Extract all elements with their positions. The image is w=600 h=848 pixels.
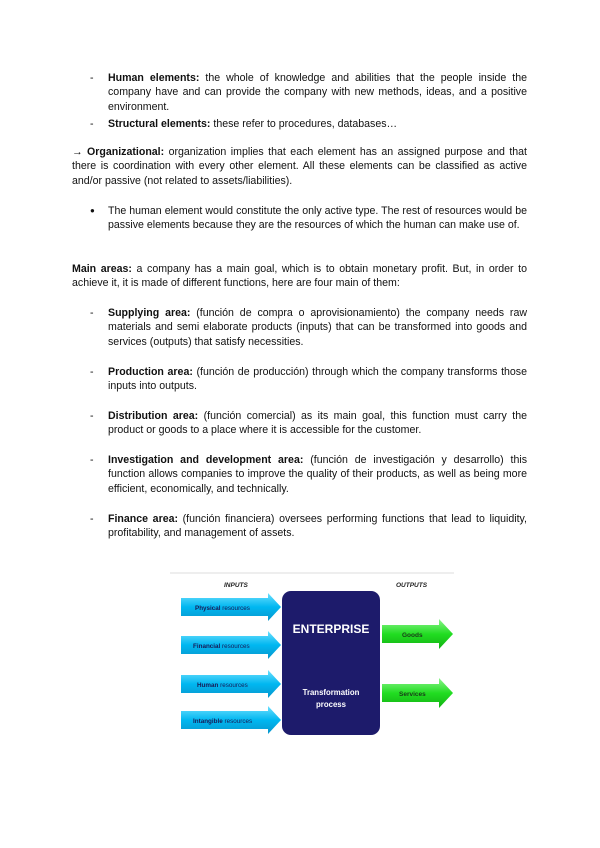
item-text: these refer to procedures, databases… [210, 118, 398, 130]
item-text: (función de producción) through which the company transforms those inputs into outputs. [108, 366, 527, 393]
output-arrow [382, 678, 453, 708]
organizational-paragraph [72, 145, 527, 188]
list-item [90, 71, 527, 114]
output-arrow [382, 619, 453, 649]
item-text: (función de investigación y desarrollo) this function allows companies to improve the quality of their products, as well as being more efficient, economically, and technically. [108, 454, 527, 495]
area-item-supplying [90, 306, 527, 349]
input-bold-label: Physical [195, 605, 221, 612]
enterprise-box [282, 591, 380, 735]
dash-marker: - [90, 513, 94, 525]
input-arrow [181, 670, 281, 698]
item-title: Supplying area: [108, 307, 191, 319]
process-label-line1: Transformation [302, 688, 360, 697]
paragraph-title: Main areas: [72, 263, 132, 275]
paragraph-text: organization implies that each element has an assigned purpose and that there is coordination with every other element. All these elements can be classified as active and/or passive (not related to assets/liabilities). [72, 146, 527, 187]
svg-text:Human resources [197, 682, 248, 689]
output-label: Goods [402, 632, 423, 639]
item-title: Production area: [108, 366, 193, 378]
svg-text:Intangible resources [193, 718, 252, 725]
area-item-production [90, 365, 527, 394]
list-item [90, 117, 527, 131]
arrow-glyph: → [72, 146, 83, 158]
item-text: (función financiera) oversees performing functions that lead to liquidity, profitability, and management of assets. [108, 513, 527, 540]
input-rest-label: resources [222, 718, 253, 725]
item-title: Structural elements: [108, 118, 211, 130]
process-label-line2: process [316, 700, 346, 709]
main-areas-paragraph [72, 262, 527, 291]
input-rest-label: resources [220, 643, 250, 650]
area-item-investigation [90, 453, 527, 496]
input-bold-label: Financial [193, 643, 221, 650]
dash-marker: - [90, 307, 94, 319]
bullet-note [90, 204, 527, 233]
inputs-header: INPUTS [224, 582, 248, 589]
input-rest-label: resources [218, 682, 248, 689]
item-title: Human elements: [108, 72, 200, 84]
item-title: Finance area: [108, 513, 179, 525]
paragraph-text: a company has a main goal, which is to obtain monetary profit. But, in order to achieve it, it is made of different functions, here are four main of them: [72, 263, 527, 290]
bullet-marker: ● [90, 206, 95, 215]
enterprise-diagram [168, 572, 456, 740]
svg-text:Physical resources [195, 605, 250, 612]
item-text: (función de compra o aprovisionamiento) the company needs raw materials and semi elaborate products (inputs) that can be transformed into goods and services (outputs) that satisfy necessities. [108, 307, 528, 348]
area-item-finance [90, 512, 527, 541]
area-item-distribution [90, 409, 527, 438]
item-title: Investigation and development area: [108, 454, 304, 466]
dash-marker: - [90, 118, 94, 130]
dash-marker: - [90, 72, 94, 84]
dash-marker: - [90, 454, 94, 466]
item-text: (función comercial) as its main goal, this function must carry the product or goods to a place where it is accessible for the customer. [108, 410, 527, 437]
output-label: Services [399, 691, 426, 698]
input-bold-label: Human [197, 682, 219, 689]
svg-text:Financial resources [193, 643, 250, 650]
input-arrow [181, 706, 281, 734]
input-arrow [181, 593, 281, 621]
enterprise-label: ENTERPRISE [292, 622, 370, 636]
input-bold-label: Intangible [193, 718, 223, 725]
bullet-text: The human element would constitute the only active type. The rest of resources would be passive elements because they are the resources of which the human can make use of. [108, 205, 527, 232]
dash-marker: - [90, 410, 94, 422]
item-title: Distribution area: [108, 410, 199, 422]
item-text: the whole of knowledge and abilities that the people inside the company have and can provide the company with new methods, ideas, and a positive environment. [108, 72, 527, 113]
dash-marker: - [90, 366, 94, 378]
input-arrow [181, 631, 281, 659]
paragraph-title: Organizational: [87, 146, 165, 158]
input-rest-label: resources [220, 605, 250, 612]
outputs-header: OUTPUTS [396, 582, 428, 589]
